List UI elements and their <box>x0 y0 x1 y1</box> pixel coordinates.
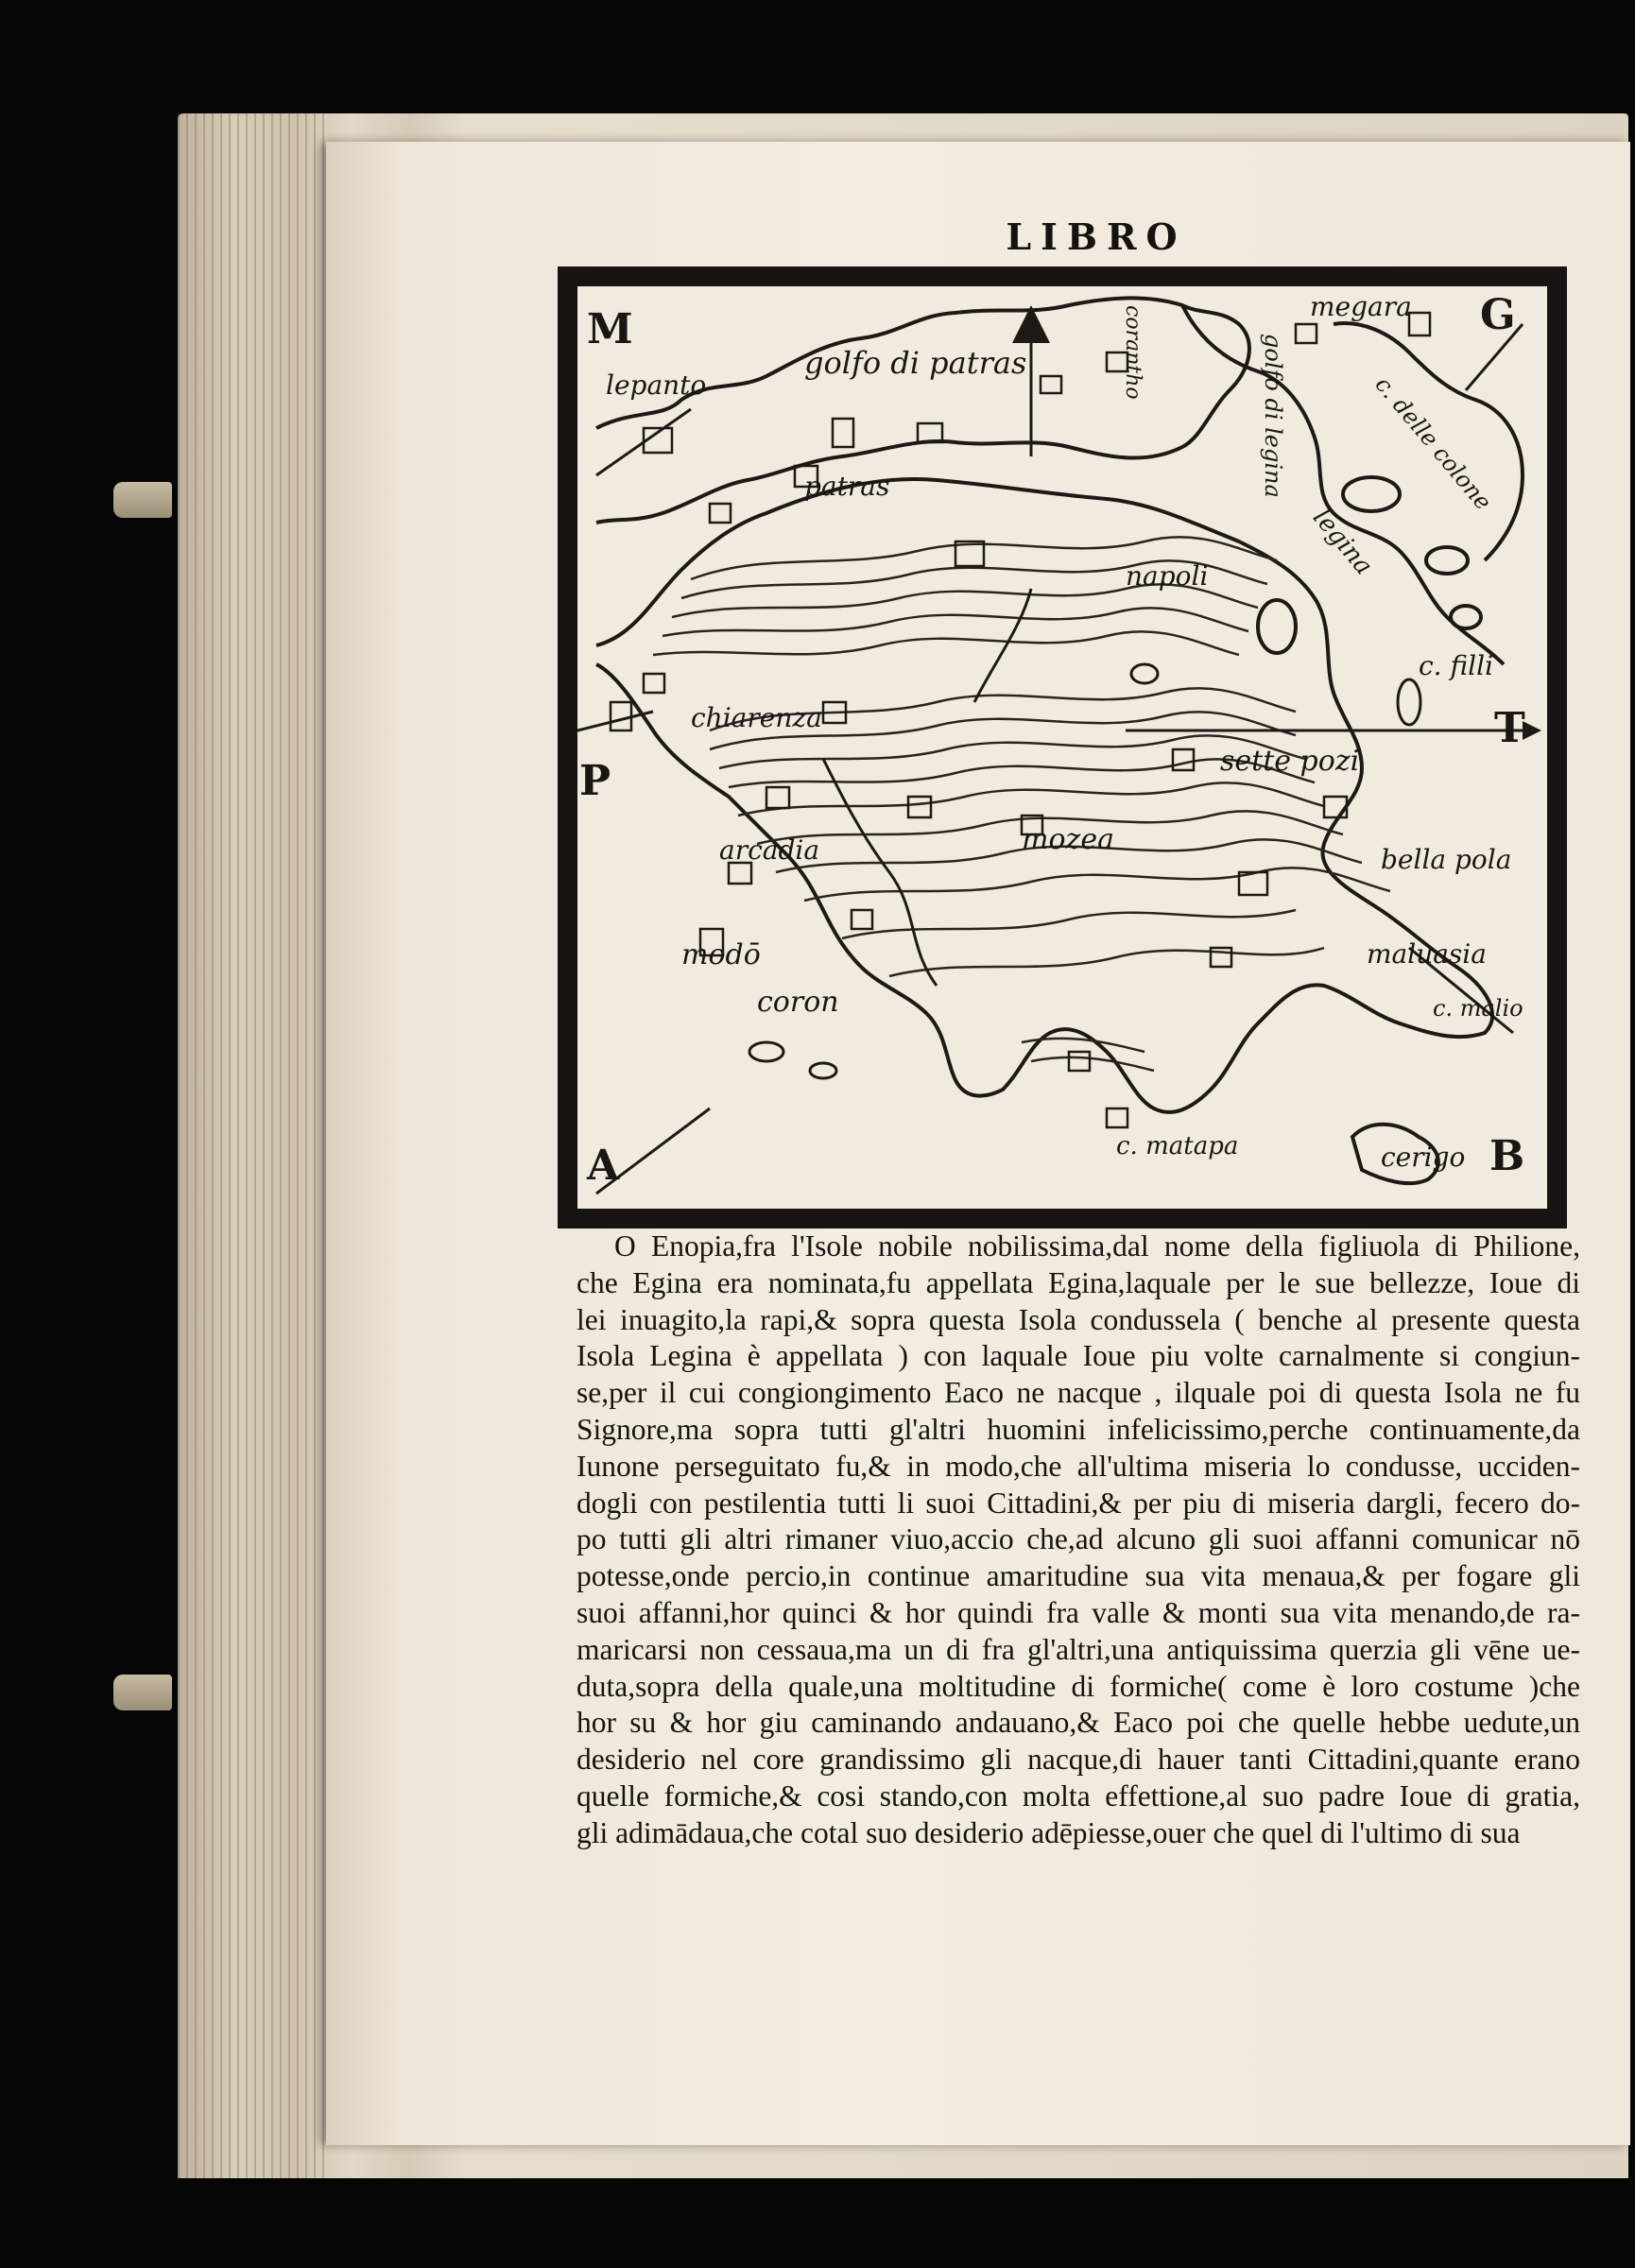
running-head: LIBRO <box>1006 215 1187 258</box>
map-label-napoli: napoli <box>1126 560 1209 592</box>
corner-letter-top-left: M <box>587 305 633 353</box>
map-label-c-matapa: c. matapa <box>1116 1132 1239 1160</box>
text-line: che Egina era nominata,fu appellata Egina,laquale per le sue bellezze, Ioue di <box>577 1265 1580 1299</box>
text-line: Isola Legina è appellata ) con laquale Ioue piu volte carnalmente si congiun- <box>577 1339 1580 1373</box>
map-label-megara: megara <box>1310 291 1412 322</box>
map-label-sette-pozi: sette pozi <box>1220 745 1360 778</box>
text-line: O Enopia,fra l'Isole nobile nobilissima,dal nome della figliuola di Philione, <box>614 1229 1580 1263</box>
text-line: maricarsi non cessaua,ma un di fra gl'altri,una antiquissima querzia gli vēne ue- <box>577 1632 1580 1666</box>
map-label-golfo-di-legina: golfo di legina <box>1260 334 1286 498</box>
map-label-c-malio: c. malio <box>1433 995 1523 1022</box>
text-line: se,per il cui congiongimento Eaco ne nacque , ilquale poi di questa Isola ne fu <box>577 1376 1580 1410</box>
corner-letter-right: T <box>1494 704 1525 752</box>
map-label-lepanto: lepanto <box>606 369 707 401</box>
text-line: suoi affanni,hor quinci & hor quindi fra valle & monti sua vita menando,de ra- <box>577 1595 1580 1629</box>
text-line: gli adimādaua,che cotal suo desiderio adēpiesse,ouer che quel di l'ultimo di sua <box>577 1815 1521 1849</box>
map-label-modo: modō <box>681 938 761 971</box>
map-label-patras: patras <box>804 471 890 502</box>
corner-letter-left: P <box>579 757 611 805</box>
corner-letter-bottom-left: A <box>587 1142 620 1190</box>
text-line: hor su & hor giu caminando andauano,& Eaco poi che quelle hebbe uedute,un <box>577 1706 1580 1740</box>
map-label-cerigo: cerigo <box>1381 1142 1466 1173</box>
map-label-arcadia: arcadia <box>719 834 820 866</box>
map-label-maluasia: maluasia <box>1367 938 1487 970</box>
text-line: quelle formiche,& cosi stando,con molta effettione,al suo padre Ioue di gratia, <box>577 1778 1580 1813</box>
map-label-c-delle-colone: c. delle colone <box>1369 371 1497 516</box>
corner-letter-bottom-right: B <box>1489 1132 1525 1180</box>
map-label-chiarenza: chiarenza <box>691 702 822 733</box>
text-line: lei inuagito,la rapi,& sopra questa Isola condussela ( benche al presente questa <box>577 1302 1580 1336</box>
map-label-legina: legina <box>1307 504 1379 581</box>
map-label-bella-pola: bella pola <box>1381 844 1512 875</box>
map-label-golfo-di-patras: golfo di patras <box>804 345 1027 381</box>
text-line: Signore,ma sopra tutti gl'altri huomini infelicissimo,perche continuamente,da <box>577 1412 1580 1446</box>
text-line: Iunone perseguitato fu,& in modo,che all'ultima miseria lo condusse, ucciden- <box>577 1449 1580 1483</box>
page-tab-upper <box>113 482 172 518</box>
woodcut-map <box>558 266 1567 1228</box>
text-line: duta,sopra della quale,una moltitudine di formiche( come è loro costume )che <box>577 1669 1580 1703</box>
text-line: po tutti gli altri rimaner viuo,accio che,ad alcuno gli suoi affanni comunicar nō <box>577 1522 1580 1556</box>
text-line: desiderio nel core grandissimo gli nacque,di hauer tanti Cittadini,quante erano <box>577 1743 1580 1777</box>
body-text <box>577 1228 1580 1852</box>
page-tab-lower <box>113 1675 172 1710</box>
map-label-coron: coron <box>757 986 839 1019</box>
map-label-mozea: mozea <box>1022 823 1114 856</box>
text-line: dogli con pestilentia tutti li suoi Cittadini,& per piu di miseria dargli, fecero do- <box>577 1486 1580 1520</box>
map-area <box>575 284 1550 1211</box>
corner-letter-top-right: G <box>1480 291 1516 339</box>
text-line: potesse,onde percio,in continue amaritudine sua vita menaua,& per fogare gli <box>577 1559 1580 1593</box>
map-label-c-filli: c. filli <box>1419 650 1494 681</box>
map-label-corantho: corantho <box>1121 305 1144 400</box>
